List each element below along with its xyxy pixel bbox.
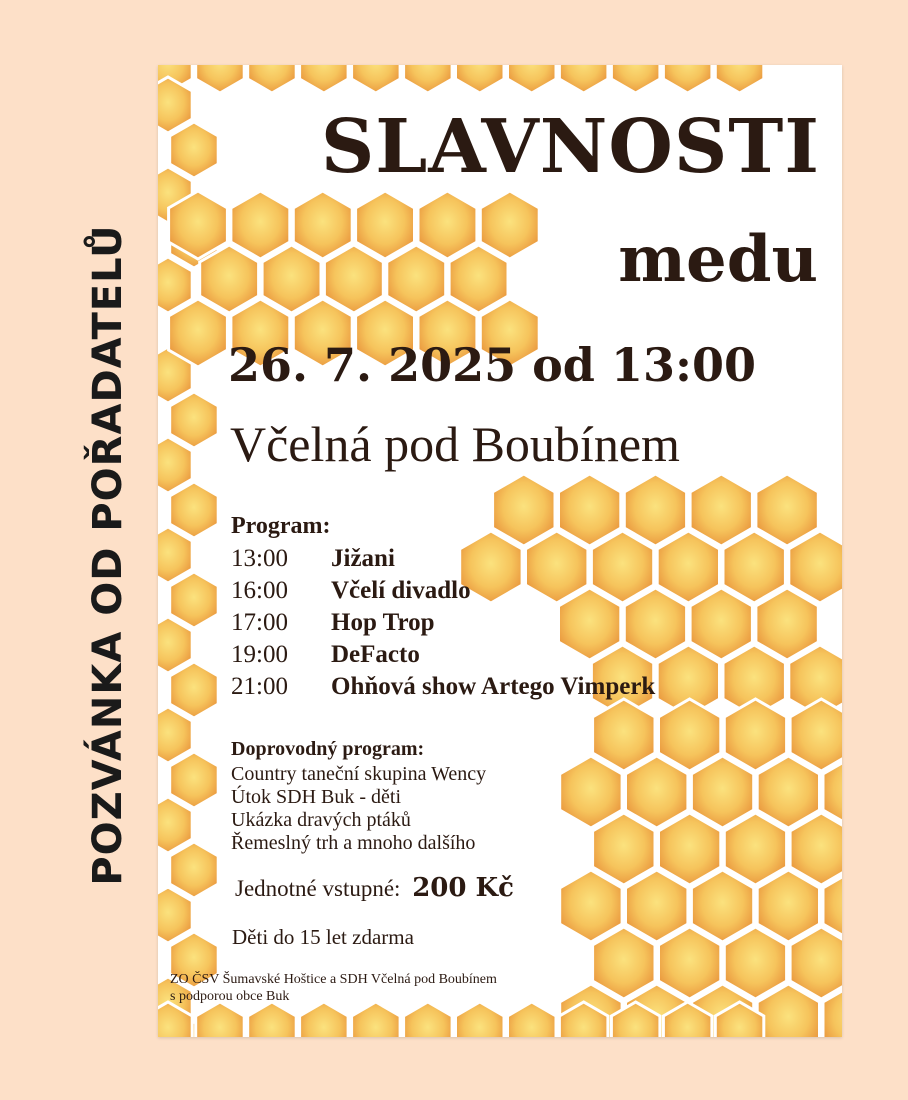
honeycomb-cell: [611, 65, 660, 93]
honeycomb-cell: [724, 927, 786, 999]
honeycomb-cell: [559, 474, 621, 546]
honeycomb-cell: [624, 588, 686, 660]
honeycomb-cell: [404, 65, 453, 93]
honeycomb-cell: [293, 191, 352, 259]
organizer-credit: [170, 971, 497, 1005]
honeycomb-cell: [691, 756, 753, 828]
honeycomb-cell: [456, 65, 505, 93]
honeycomb-cell: [756, 474, 818, 546]
fee-label: Jednotné vstupné:: [235, 876, 401, 901]
poster-title: SLAVNOSTI: [320, 104, 820, 190]
honeycomb-cell: [659, 699, 721, 771]
honeycomb-cell: [456, 1002, 505, 1037]
honeycomb-cell: [231, 191, 290, 259]
honeycomb-cell: [756, 588, 818, 660]
honeycomb-cell: [659, 813, 721, 885]
honeycomb-cell: [724, 699, 786, 771]
honeycomb-cell: [170, 392, 219, 448]
honeycomb-cell: [626, 870, 688, 942]
extra-program-item: Country taneční skupina Wency: [231, 763, 487, 785]
honeycomb-cell: [170, 752, 219, 808]
extra-program-item: Útok SDH Buk - děti: [231, 786, 401, 808]
schedule-time: 16:00: [231, 577, 288, 604]
honeycomb-cell: [593, 699, 655, 771]
schedule-time: 21:00: [231, 673, 288, 700]
event-poster: [158, 65, 842, 1037]
honeycomb-cell: [559, 588, 621, 660]
honeycomb-cell: [690, 588, 752, 660]
extra-program-list: [231, 763, 486, 855]
honeycomb-cell: [508, 1002, 557, 1037]
organizer-line: s podporou obce Buk: [170, 989, 290, 1004]
honeycomb-cell: [657, 531, 719, 603]
poster-subtitle: medu: [618, 222, 818, 297]
schedule-act: Jižani: [331, 545, 395, 572]
honeycomb-cell: [724, 813, 786, 885]
honeycomb-cell: [262, 245, 321, 313]
honeycomb-cell: [170, 842, 219, 898]
extra-program-heading: Doprovodný program:: [231, 738, 425, 760]
honeycomb-cell: [248, 1002, 297, 1037]
honeycomb-cell: [480, 191, 539, 259]
honeycomb-cell: [449, 245, 508, 313]
honeycomb-cell: [493, 474, 555, 546]
honeycomb-cell: [200, 245, 259, 313]
schedule-act: Hop Trop: [331, 609, 435, 636]
honeycomb-cell: [170, 122, 219, 178]
honeycomb-cell: [300, 1002, 349, 1037]
honeycomb-cell: [591, 531, 653, 603]
extra-program-item: Ukázka dravých ptáků: [231, 809, 411, 831]
honeycomb-cell: [300, 65, 349, 93]
honeycomb-cell: [757, 870, 819, 942]
honeycomb-cell: [593, 813, 655, 885]
honeycomb-cell: [248, 65, 297, 93]
honeycomb-cell: [508, 65, 557, 93]
honeycomb-cell: [324, 245, 383, 313]
schedule-time: 17:00: [231, 609, 288, 636]
honeycomb-cell: [559, 65, 608, 93]
fee-amount: 200 Kč: [412, 873, 514, 903]
schedule-time: 13:00: [231, 545, 288, 572]
schedule-act: DeFacto: [331, 641, 420, 668]
honeycomb-cell: [560, 756, 622, 828]
honeycomb-cell: [723, 531, 785, 603]
schedule-time: 19:00: [231, 641, 288, 668]
honeycomb-cell: [404, 1002, 453, 1037]
honeycomb-cell: [169, 299, 228, 367]
honeycomb-cell: [170, 572, 219, 628]
honeycomb-cell: [560, 870, 622, 942]
honeycomb-cell: [690, 474, 752, 546]
organizer-line: ZO ČSV Šumavské Hoštice a SDH Včelná pod Boubínem: [170, 972, 497, 987]
honeycomb-cell: [659, 927, 721, 999]
honeycomb-cell: [196, 65, 245, 93]
schedule-act: Včelí divadlo: [331, 577, 471, 604]
honeycomb-cell: [593, 927, 655, 999]
honeycomb-cell: [352, 65, 401, 93]
program-heading: Program:: [231, 513, 331, 539]
event-venue: Včelná pod Boubínem: [230, 416, 680, 472]
honeycomb-cell: [757, 756, 819, 828]
honeycomb-cell: [663, 65, 712, 93]
extra-program-item: Řemeslný trh a mnoho dalšího: [231, 832, 476, 854]
honeycomb-cell: [624, 474, 686, 546]
honeycomb-cell: [418, 191, 477, 259]
honeycomb-cell: [526, 531, 588, 603]
honeycomb-cell: [170, 662, 219, 718]
honeycomb-cell: [169, 191, 228, 259]
honeycomb-cell: [170, 482, 219, 538]
side-invitation-label: POZVÁNKA OD POŘADATELŮ: [85, 224, 131, 886]
admission-fee: [235, 873, 514, 903]
honeycomb-cell: [356, 191, 415, 259]
honeycomb-cell: [352, 1002, 401, 1037]
kids-free-note: Děti do 15 let zdarma: [232, 925, 414, 949]
honeycomb-cell: [196, 1002, 245, 1037]
event-date-time: 26. 7. 2025 od 13:00: [228, 338, 756, 392]
honeycomb-cell: [387, 245, 446, 313]
honeycomb-cell: [715, 65, 764, 93]
schedule-act: Ohňová show Artego Vimperk: [331, 673, 656, 700]
honeycomb-cell: [626, 756, 688, 828]
honeycomb-cell: [691, 870, 753, 942]
